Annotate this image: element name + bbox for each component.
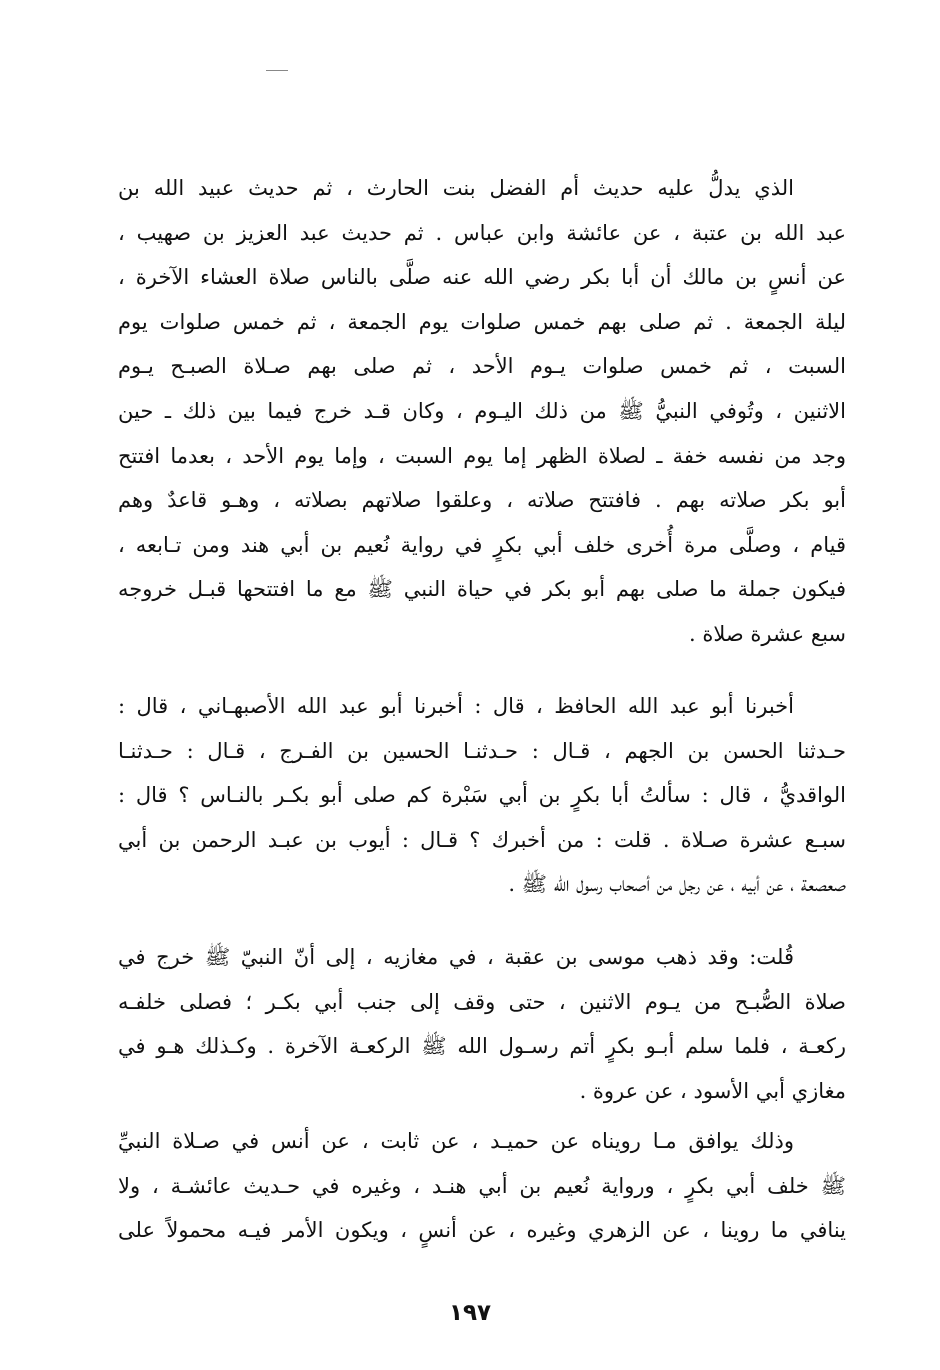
text-line: ينافي ما روينا ، عن الزهري وغيره ، عن أنسٍ ، ويكون الأمر فيـه محمولاً على — [118, 1218, 846, 1243]
paragraph-2 — [118, 684, 846, 907]
text-line: ليلة الجمعة . ثم صلى بهم خمس صلوات يوم الجمعة ، ثم خمس صلوات يوم — [118, 309, 846, 334]
paragraph-4 — [118, 1119, 846, 1253]
text-line: أبو بكر صلاته بهم . فافتتح صلاته ، وعلقوا صلاتهم بصلاته ، وهـو قاعدٌ وهم — [118, 488, 846, 513]
text-line: السبت ، ثم خمس صلوات يـوم الأحد ، ثم صلى بهم صـلاة الصبـح يـوم — [118, 354, 846, 379]
paragraph-3 — [118, 935, 846, 1113]
text-line: ركعـة ، فلما سلم أبـو بكرٍ أتم رسـول الله ﷺ الركعـة الآخرة . وكـذلك هـو في — [118, 1034, 846, 1059]
text-line: حـدثنا الحسن بن الجهم ، قـال : حـدثنـا الحسين بن الفـرج ، قـال : حـدثنـا — [118, 738, 846, 763]
text-line: الذي يدلُّ عليه حديث أم الفضل بنت الحارث ، ثم حديث عبيد الله بن — [118, 176, 794, 200]
text-line: صلاة الصُّبـح من يـوم الاثنين ، حتى وقف إلى جنب أبي بكـر ؛ فصلى خلفـه — [118, 989, 846, 1014]
paragraph-1 — [118, 166, 846, 657]
text-line: سبع عشرة صلاة . — [688, 621, 846, 646]
text-line: وجد من نفسه خفة ـ لصلاة الظهر إما يوم السبت ، وإما يوم الأحد ، بعدما افتتح — [118, 443, 846, 468]
page-number: ١٩٧ — [448, 1300, 492, 1326]
text-line: سبـع عشرة صـلاة . قلت : من أخبرك ؟ قـال : أيوب بن عبـد الرحمن بن أبي — [118, 827, 846, 852]
text-line: الاثنين ، وتُوفي النبيُّ ﷺ من ذلك اليـوم ، وكان قـد خرج فيما بين ذلك ـ حين — [118, 398, 846, 423]
text-line: وذلك يوافق مـا رويناه عن حميـد ، عن ثابت ، عن أنس في صـلاة النبيِّ — [118, 1129, 794, 1153]
text-line: أخبرنا أبو عبد الله الحافظ ، قال : أخبرنا أبو عبد الله الأصبهـاني ، قال : — [118, 694, 794, 718]
text-line: الواقديُّ ، قال : سألتُ أبا بكرٍ بن أبي سَبْرة كم صلى أبو بكـر بالنـاس ؟ قال : — [118, 783, 846, 808]
text-line: مغازي أبي الأسود ، عن عروة . — [579, 1078, 846, 1103]
text-line: صعصعة ، عن أبيه ، عن رجل من أصحاب رسول الله ﷺ . — [508, 872, 846, 897]
text-line: قيام ، وصلَّى مرة أُخرى خلف أبي بكرٍ في رواية نُعيم بن أبي هند ومن تـابعه ، — [118, 532, 846, 557]
scan-mark — [266, 70, 288, 71]
text-line: فيكون جملة ما صلى بهم أبو بكر في حياة النبي ﷺ مع ما افتتحها قبـل خروجه — [118, 577, 846, 602]
text-line: عبد الله بن عتبة ، عن عائشة وابن عباس . ثم حديث عبد العزيز بن صهيب ، — [118, 220, 846, 245]
text-line: عن أنسٍ بن مالك أن أبا بكر رضي الله عنه صلَّى بالناس صلاة العشاء الآخرة ، — [118, 265, 846, 290]
text-line: قُلت: وقد ذهب موسى بن عقبة ، في مغازيه ، إلى أنّ النبيّ ﷺ خرج في — [118, 945, 794, 969]
text-line: ﷺ خلف أبي بكرٍ ، ورواية نُعيم بن أبي هنـد ، وغيره في حـديث عائشـة ، ولا — [118, 1173, 846, 1198]
